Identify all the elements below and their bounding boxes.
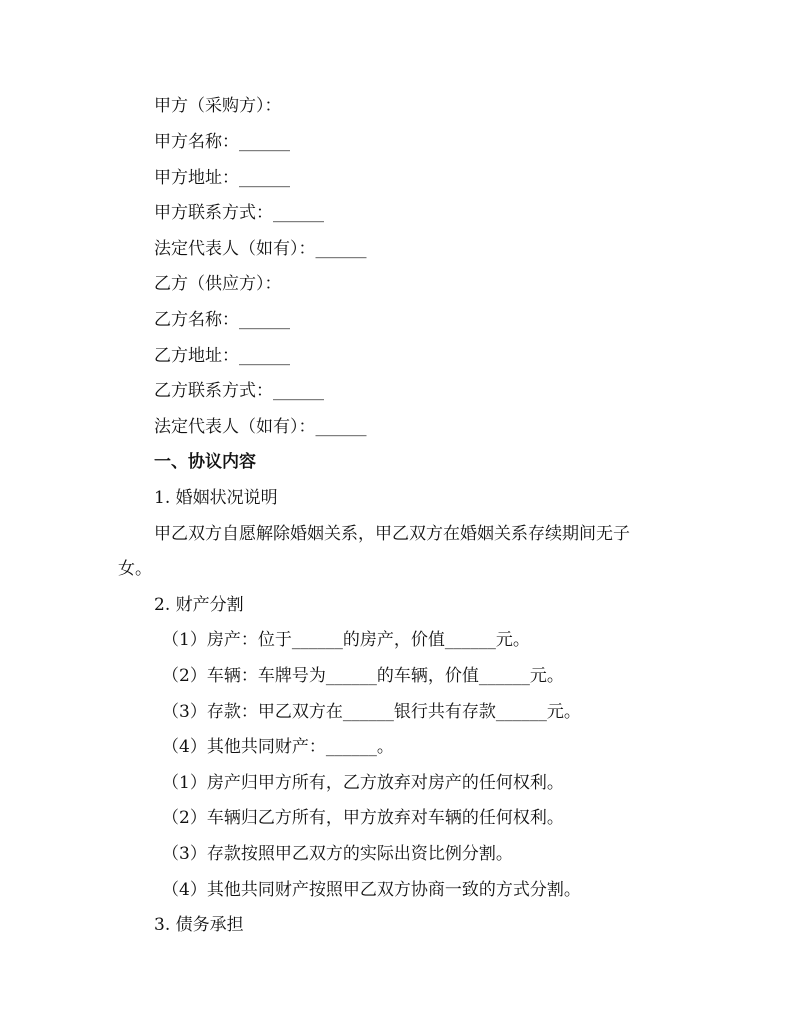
party-b-contact-field: 乙方联系方式：______ xyxy=(154,381,324,401)
paragraph-marriage-status: 甲乙双方自愿解除婚姻关系，甲乙双方在婚姻关系存续期间无子 xyxy=(154,524,630,544)
party-a-name-field: 甲方名称：______ xyxy=(154,132,290,152)
subsection-debt-responsibility: 3. 债务承担 xyxy=(154,915,244,935)
subsection-marriage-status: 1. 婚姻状况说明 xyxy=(154,488,278,508)
division-rule-vehicle: （2）车辆归乙方所有，甲方放弃对车辆的任何权利。 xyxy=(162,808,564,828)
party-b-representative-field: 法定代表人（如有）：______ xyxy=(154,417,367,437)
property-item-savings: （3）存款：甲乙双方在______银行共有存款______元。 xyxy=(162,702,581,722)
party-a-contact-field: 甲方联系方式：______ xyxy=(154,203,324,223)
property-item-other: （4）其他共同财产：______。 xyxy=(162,737,394,757)
party-b-address-field: 乙方地址：______ xyxy=(154,346,290,366)
property-item-house: （1）房产：位于______的房产，价值______元。 xyxy=(162,630,530,650)
property-item-vehicle: （2）车辆：车牌号为______的车辆，价值______元。 xyxy=(162,666,564,686)
division-rule-house: （1）房产归甲方所有，乙方放弃对房产的任何权利。 xyxy=(162,773,564,793)
section-agreement-content: 一、协议内容 xyxy=(154,452,256,472)
division-rule-other: （4）其他共同财产按照甲乙双方协商一致的方式分割。 xyxy=(162,880,581,900)
party-a-heading: 甲方（采购方）： xyxy=(154,96,282,116)
party-a-representative-field: 法定代表人（如有）：______ xyxy=(154,239,367,259)
party-b-heading: 乙方（供应方）： xyxy=(154,274,282,294)
paragraph-marriage-status-continuation: 女。 xyxy=(118,559,152,579)
division-rule-savings: （3）存款按照甲乙双方的实际出资比例分割。 xyxy=(162,844,513,864)
party-a-address-field: 甲方地址：______ xyxy=(154,168,290,188)
subsection-property-division: 2. 财产分割 xyxy=(154,595,244,615)
party-b-name-field: 乙方名称：______ xyxy=(154,310,290,330)
